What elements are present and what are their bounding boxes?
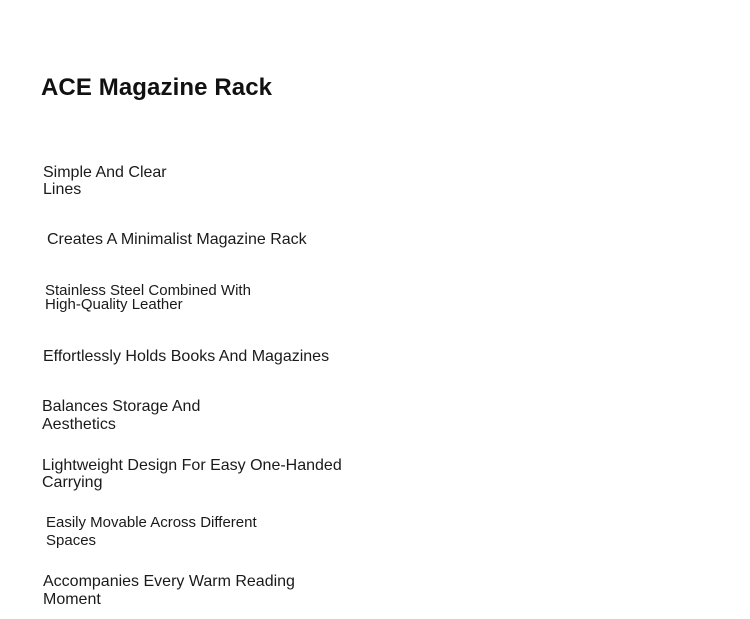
feature-line: Carrying [42, 474, 103, 491]
feature-item-materials [45, 284, 251, 312]
feature-item-storage-aesthetics [42, 398, 200, 434]
page-title: ACE Magazine Rack [41, 74, 273, 101]
feature-line: Lines [43, 181, 82, 198]
feature-line: Easily Movable Across Different [46, 514, 257, 531]
feature-item-reading-moment [43, 573, 295, 609]
feature-line: Accompanies Every Warm Reading [43, 573, 295, 590]
feature-item-clear-lines [43, 164, 167, 198]
feature-line: Simple And Clear [43, 164, 167, 181]
feature-line: Moment [43, 591, 101, 608]
feature-line: Lightweight Design For Easy One-Handed [42, 457, 342, 474]
feature-line: Spaces [46, 532, 97, 549]
feature-line: Creates A Minimalist Magazine Rack [47, 231, 307, 248]
feature-line: Aesthetics [42, 416, 116, 433]
feature-item-movable [46, 514, 257, 550]
feature-item-holds-books [43, 348, 329, 365]
feature-item-lightweight [42, 457, 342, 491]
feature-line: Effortlessly Holds Books And Magazines [43, 348, 330, 365]
feature-line: Balances Storage And [42, 398, 201, 415]
feature-item-minimalist [47, 231, 307, 248]
feature-line: Stainless Steel Combined With [45, 282, 251, 299]
feature-line: High-Quality Leather [45, 296, 183, 313]
